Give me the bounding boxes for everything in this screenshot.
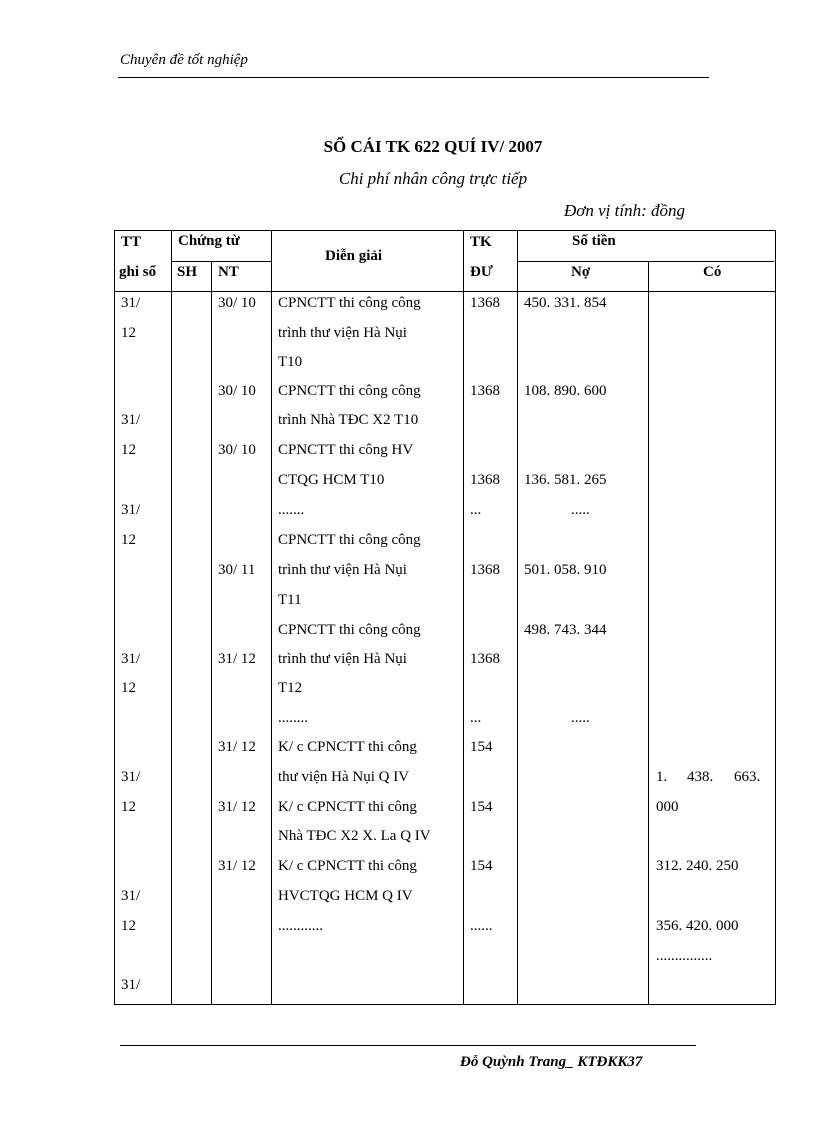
tk-cell: 1368 <box>470 562 500 578</box>
dien-giai-line: T10 <box>278 354 303 370</box>
tk-cell: 1368 <box>470 472 500 488</box>
no-cell: 108. 890. 600 <box>524 383 607 399</box>
header-du: ĐƯ <box>470 264 493 280</box>
nt-cell: 30/ 10 <box>218 442 256 458</box>
dien-giai-line: thư viện Hà Nụi Q IV <box>278 769 410 785</box>
currency-unit: Đơn vị tính: đồng <box>564 201 685 220</box>
tt-cell: 31/ <box>121 977 141 993</box>
footer-author: Đỗ Quỳnh Trang_ KTĐKK37 <box>460 1054 643 1070</box>
dien-giai-line: ............ <box>278 918 323 934</box>
tt-cell: 12 <box>121 680 136 696</box>
footer-divider <box>120 1045 696 1046</box>
col-line-4 <box>463 230 464 1004</box>
nt-cell: 31/ 12 <box>218 651 256 667</box>
col-line-6 <box>648 261 649 1004</box>
dien-giai-line: CPNCTT thi công công <box>278 383 421 399</box>
document-header: Chuyên đề tốt nghiệp <box>120 52 248 68</box>
co-cell: 312. 240. 250 <box>656 858 739 874</box>
tk-cell: 154 <box>470 858 493 874</box>
dien-giai-line: trình thư viện Hà Nụi <box>278 562 407 578</box>
dien-giai-line: trình Nhà TĐC X2 T10 <box>278 412 419 428</box>
dien-giai-line: CPNCTT thi công công <box>278 295 421 311</box>
tt-cell: 12 <box>121 799 136 815</box>
nt-cell: 30/ 10 <box>218 295 256 311</box>
tt-cell: 31/ <box>121 651 141 667</box>
co-cell: 356. 420. 000 <box>656 918 739 934</box>
header-bottom-line <box>114 291 775 292</box>
dien-giai-line: T12 <box>278 680 303 696</box>
tt-cell: 12 <box>121 918 136 934</box>
header-tt: TT <box>121 234 142 250</box>
dien-giai-line: CPNCTT thi công công <box>278 622 421 638</box>
tk-cell: ...... <box>470 918 493 934</box>
dien-giai-line: trình thư viện Hà Nụi <box>278 651 407 667</box>
co-cell: 000 <box>656 799 679 815</box>
tk-cell: 1368 <box>470 295 500 311</box>
dien-giai-line: K/ c CPNCTT thi công <box>278 799 417 815</box>
no-cell: 450. 331. 854 <box>524 295 607 311</box>
dien-giai-line: HVCTQG HCM Q IV <box>278 888 413 904</box>
header-so-tien: Số tiền <box>572 233 616 249</box>
dien-giai-line: T11 <box>278 592 302 608</box>
no-cell: 136. 581. 265 <box>524 472 607 488</box>
no-cell: ..... <box>571 502 590 518</box>
col-line-3 <box>271 230 272 1004</box>
nt-cell: 31/ 12 <box>218 739 256 755</box>
dien-giai-line: K/ c CPNCTT thi công <box>278 858 417 874</box>
tt-cell: 12 <box>121 325 136 341</box>
header-co: Có <box>703 264 722 280</box>
col-line-5 <box>517 230 518 1004</box>
tk-cell: 154 <box>470 799 493 815</box>
tt-cell: 31/ <box>121 295 141 311</box>
dien-giai-line: trình thư viện Hà Nụi <box>278 325 407 341</box>
header-nt: NT <box>218 264 239 280</box>
tk-cell: ... <box>470 710 482 726</box>
header-chung-tu: Chứng từ <box>178 233 240 249</box>
tk-cell: ... <box>470 502 482 518</box>
dien-giai-line: K/ c CPNCTT thi công <box>278 739 417 755</box>
tt-cell: 31/ <box>121 888 141 904</box>
no-cell: 501. 058. 910 <box>524 562 607 578</box>
tt-cell: 12 <box>121 442 136 458</box>
col-line-1 <box>171 230 172 1004</box>
header-sh: SH <box>177 264 198 280</box>
dien-giai-line: CTQG HCM T10 <box>278 472 385 488</box>
dien-giai-line: Nhà TĐC X2 X. La Q IV <box>278 828 431 844</box>
tt-cell: 12 <box>121 532 136 548</box>
ledger-subtitle: Chi phí nhân công trực tiếp <box>338 169 528 188</box>
tt-cell: 31/ <box>121 412 141 428</box>
tk-cell: 1368 <box>470 383 500 399</box>
tt-cell: 31/ <box>121 769 141 785</box>
co-cell: ............... <box>656 948 713 964</box>
header-tk: TK <box>470 234 492 250</box>
chung-tu-divider <box>171 261 271 262</box>
no-cell: 498. 743. 344 <box>524 622 607 638</box>
so-tien-divider <box>517 261 774 262</box>
dien-giai-line: CPNCTT thi công công <box>278 532 421 548</box>
nt-cell: 31/ 12 <box>218 799 256 815</box>
header-ghi-so: ghi sổ <box>119 264 157 280</box>
ledger-title: SỔ CÁI TK 622 QUÍ IV/ 2007 <box>323 137 543 156</box>
dien-giai-line: ........ <box>278 710 308 726</box>
table-border <box>114 230 776 1005</box>
nt-cell: 30/ 11 <box>218 562 256 578</box>
header-no: Nợ <box>571 264 591 280</box>
dien-giai-line: ....... <box>278 502 305 518</box>
col-line-2 <box>211 261 212 1004</box>
co-cell: 1. <box>656 769 668 785</box>
nt-cell: 31/ 12 <box>218 858 256 874</box>
co-cell: 663. <box>734 769 761 785</box>
tk-cell: 1368 <box>470 651 500 667</box>
nt-cell: 30/ 10 <box>218 383 256 399</box>
co-cell: 438. <box>687 769 714 785</box>
tt-cell: 31/ <box>121 502 141 518</box>
no-cell: ..... <box>571 710 590 726</box>
tk-cell: 154 <box>470 739 493 755</box>
header-divider <box>118 77 709 78</box>
dien-giai-line: CPNCTT thi công HV <box>278 442 414 458</box>
header-dien-giai: Diễn giải <box>325 248 383 264</box>
